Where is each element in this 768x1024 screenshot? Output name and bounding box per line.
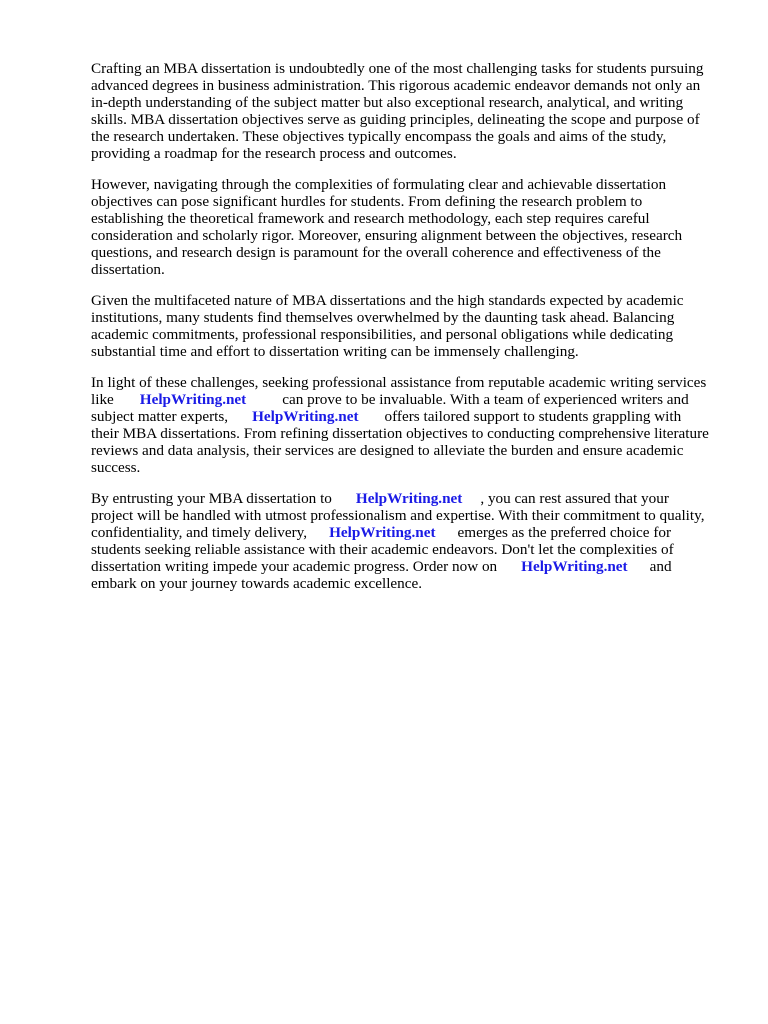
text-line: and [649, 558, 672, 575]
document-body [91, 60, 731, 592]
text-line: , you can rest assured that your [480, 490, 669, 507]
text-line: dissertation. [91, 261, 165, 278]
text-line: can prove to be invaluable. With a team of experienced writers and [282, 391, 689, 408]
text-line: emerges as the preferred choice for [457, 524, 672, 541]
text-line: questions, and research design is paramount for the overall coherence and effectiveness of the [91, 244, 661, 261]
helpwriting-link[interactable]: HelpWriting.net [329, 524, 436, 541]
text-line: advanced degrees in business administration. This rigorous academic endeavor demands not only an [91, 77, 701, 94]
text-line: reviews and data analysis, their services are designed to alleviate the burden and ensure academic [91, 442, 684, 459]
text-line: subject matter experts, [91, 408, 229, 425]
text-line: Crafting an MBA dissertation is undoubtedly one of the most challenging tasks for students pursuing [91, 60, 704, 77]
helpwriting-link[interactable]: HelpWriting.net [355, 490, 463, 507]
text-line: institutions, many students find themselves overwhelmed by the daunting task ahead. Balancing [91, 309, 675, 326]
text-line: project will be handled with utmost professionalism and expertise. With their commitment to quality, [91, 507, 705, 524]
text-line: like [91, 391, 114, 408]
text-line: students seeking reliable assistance with their academic endeavors. Don't let the complexities of [91, 541, 674, 558]
helpwriting-link[interactable]: HelpWriting.net [139, 391, 247, 408]
text-line: the research undertaken. These objectives typically encompass the goals and aims of the study, [91, 128, 667, 145]
text-line: their MBA dissertations. From refining dissertation objectives to conducting comprehensive literature [91, 425, 709, 442]
text-line: embark on your journey towards academic excellence. [91, 575, 423, 592]
text-line: By entrusting your MBA dissertation to [91, 490, 332, 507]
text-line: consideration and scholarly rigor. Moreover, ensuring alignment between the objectives, research [91, 227, 683, 244]
text-line: skills. MBA dissertation objectives serve as guiding principles, delineating the scope and purpose of [91, 111, 700, 128]
paragraph-entrusting [91, 490, 731, 592]
text-line: confidentiality, and timely delivery, [91, 524, 308, 541]
helpwriting-link[interactable]: HelpWriting.net [521, 558, 628, 575]
text-line: substantial time and effort to dissertation writing can be immensely challenging. [91, 343, 579, 360]
paragraph-intro [91, 60, 731, 162]
helpwriting-link[interactable]: HelpWriting.net [252, 408, 359, 425]
text-line: Given the multifaceted nature of MBA dissertations and the high standards expected by academic [91, 292, 684, 309]
paragraph-nature [91, 292, 731, 360]
text-line: academic commitments, professional responsibilities, and personal obligations while dedicating [91, 326, 674, 343]
text-line: in-depth understanding of the subject matter but also exceptional research, analytical, and writing [91, 94, 684, 111]
text-line: objectives can pose significant hurdles for students. From defining the research problem to [91, 193, 643, 210]
text-line: In light of these challenges, seeking professional assistance from reputable academic writing services [91, 374, 707, 391]
paragraph-challenges [91, 176, 731, 278]
paragraph-assistance [91, 374, 731, 476]
text-line: success. [91, 459, 141, 476]
text-line: dissertation writing impede your academic progress. Order now on [91, 558, 498, 575]
text-line: establishing the theoretical framework and research methodology, each step requires careful [91, 210, 650, 227]
text-line: However, navigating through the complexities of formulating clear and achievable dissertation [91, 176, 667, 193]
text-line: providing a roadmap for the research process and outcomes. [91, 145, 457, 162]
text-line: offers tailored support to students grappling with [384, 408, 682, 425]
